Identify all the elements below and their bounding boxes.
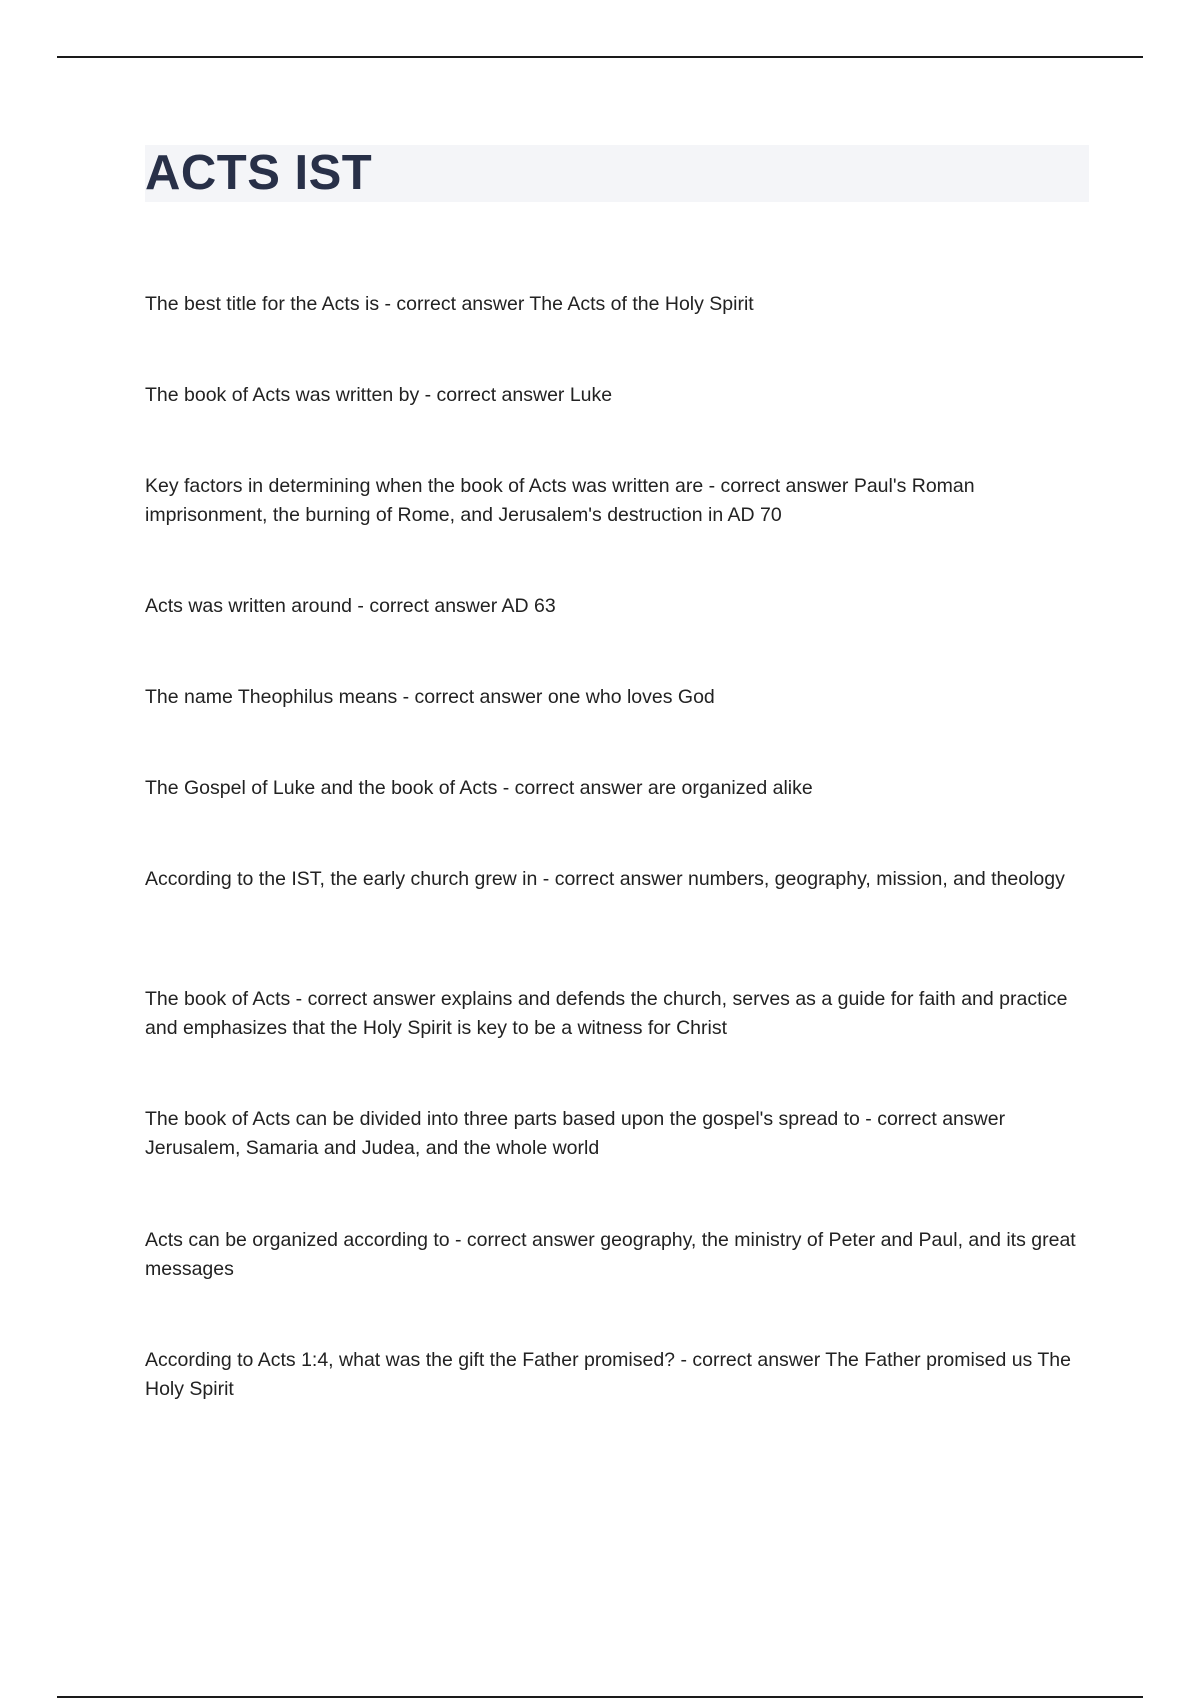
bottom-rule — [57, 1696, 1143, 1698]
qa-item-3: Key factors in determining when the book of Acts was written are - correct answer Paul's Roman imprisonment, the burning of Rome, and Jerusalem's destruction in AD 70 — [145, 475, 975, 526]
qa-item-6: The Gospel of Luke and the book of Acts - correct answer are organized alike — [145, 777, 813, 799]
qa-item-11: According to Acts 1:4, what was the gift the Father promised? - correct answer The Father promised us The Holy Spirit — [145, 1349, 1071, 1400]
qa-item-10: Acts can be organized according to - correct answer geography, the ministry of Peter and Paul, and its great messages — [145, 1229, 1076, 1280]
qa-item-8: The book of Acts - correct answer explains and defends the church, serves as a guide for faith and practice and emphasizes that the Holy Spirit is key to be a witness for Christ — [145, 988, 1068, 1039]
qa-item-1: The best title for the Acts is - correct answer The Acts of the Holy Spirit — [145, 293, 754, 315]
qa-item-7: According to the IST, the early church grew in - correct answer numbers, geography, mission, and theology — [145, 868, 1065, 890]
qa-item-5: The name Theophilus means - correct answer one who loves God — [145, 686, 715, 708]
qa-item-4: Acts was written around - correct answer AD 63 — [145, 595, 556, 617]
qa-item-9: The book of Acts can be divided into three parts based upon the gospel's spread to - correct answer Jerusalem, Samaria and Judea, and the whole world — [145, 1108, 1006, 1159]
qa-item-2: The book of Acts was written by - correct answer Luke — [145, 384, 613, 406]
top-rule — [57, 56, 1143, 58]
page-title: ACTS IST — [145, 146, 373, 200]
